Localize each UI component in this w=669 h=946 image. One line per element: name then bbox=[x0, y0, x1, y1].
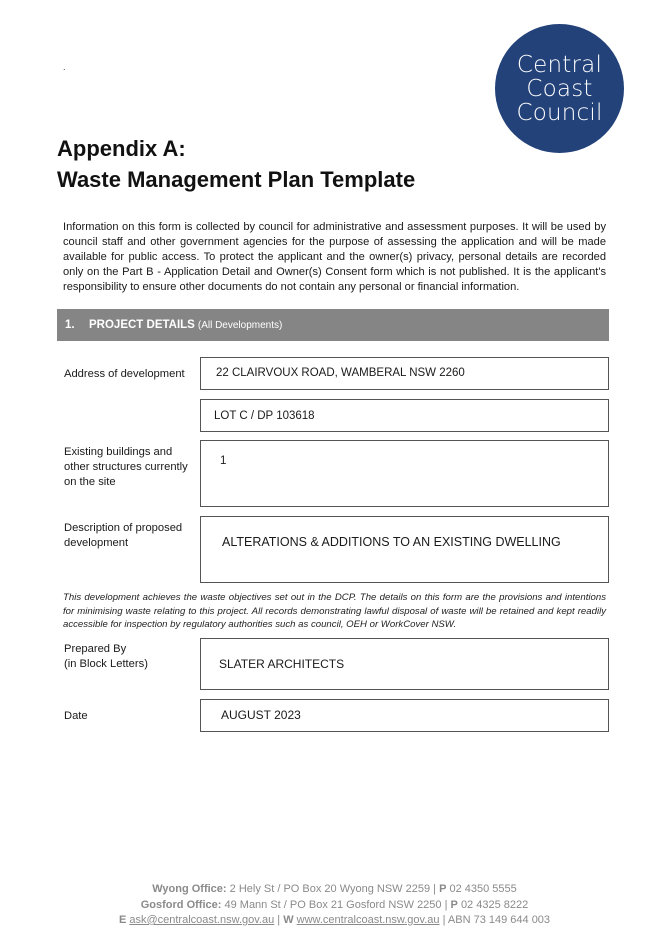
footer-separator: | bbox=[444, 898, 448, 911]
footer-gosford-line bbox=[0, 898, 669, 914]
date-value: AUGUST 2023 bbox=[221, 708, 301, 722]
gosford-phone: 02 4325 8222 bbox=[460, 898, 529, 911]
existing-label-line-1: Existing buildings and bbox=[64, 446, 173, 458]
wyong-phone: 02 4350 5555 bbox=[449, 883, 517, 895]
prepared-by-field[interactable] bbox=[200, 638, 609, 690]
page-title bbox=[57, 133, 415, 195]
existing-structures-field[interactable] bbox=[200, 440, 609, 507]
email-label: E bbox=[118, 914, 127, 926]
date-label: Date bbox=[64, 710, 88, 722]
existing-label-line-2: other structures currently bbox=[64, 461, 188, 473]
footer-separator: | bbox=[277, 914, 281, 926]
web-link[interactable]: www.centralcoast.nsw.gov.au bbox=[296, 914, 440, 926]
logo-line-1: Central bbox=[516, 51, 603, 78]
description-label-line-2: development bbox=[64, 537, 129, 549]
prepared-by-label-line-2: (in Block Letters) bbox=[64, 658, 148, 670]
logo-line-2: Coast bbox=[526, 75, 593, 102]
web-label: W bbox=[283, 914, 294, 926]
lot-value: LOT C / DP 103618 bbox=[214, 410, 315, 422]
gosford-office-address: 49 Mann St / PO Box 21 Gosford NSW 2250 bbox=[224, 898, 442, 911]
section-title: PROJECT DETAILS bbox=[89, 319, 195, 331]
prepared-by-label bbox=[64, 642, 148, 672]
address-value: 22 CLAIRVOUX ROAD, WAMBERAL NSW 2260 bbox=[216, 367, 465, 379]
address-label: Address of development bbox=[64, 368, 185, 380]
footer-separator: | bbox=[433, 883, 436, 895]
description-label-line-1: Description of proposed bbox=[64, 522, 183, 534]
footer-contact-line bbox=[0, 913, 669, 929]
abn-number: ABN 73 149 644 003 bbox=[447, 914, 551, 926]
section-header-project-details bbox=[57, 309, 609, 341]
privacy-notice: Information on this form is collected by council for administrative and assessment purposes. It will be used by council staff and other government agencies for the purpose of assessing the application and will be made available for public access. To protect the applicant and the owner(s) privacy, personal details are recorded only on the Part B - Application Detail and Owner(s) Consent form which is not published. It is the applicant's responsibility to ensure other documents do not contain any personal or financial information. bbox=[63, 221, 606, 293]
existing-structures-label bbox=[64, 445, 188, 490]
lot-field[interactable] bbox=[200, 399, 609, 432]
existing-label-line-3: on the site bbox=[64, 476, 116, 488]
section-number: 1. bbox=[65, 319, 75, 331]
wyong-office-address: 2 Hely St / PO Box 20 Wyong NSW 2259 bbox=[229, 883, 431, 895]
existing-structures-value: 1 bbox=[220, 455, 227, 467]
title-line-1: Appendix A: bbox=[57, 136, 186, 161]
title-line-2: Waste Management Plan Template bbox=[57, 167, 416, 192]
address-field[interactable] bbox=[200, 357, 609, 390]
stray-mark: . bbox=[63, 62, 66, 72]
date-field[interactable] bbox=[200, 699, 609, 732]
description-value: ALTERATIONS & ADDITIONS TO AN EXISTING DWELLING bbox=[222, 535, 561, 549]
gosford-phone-label: P bbox=[450, 898, 458, 911]
gosford-office-label: Gosford Office: bbox=[140, 898, 222, 911]
prepared-by-value: SLATER ARCHITECTS bbox=[219, 657, 345, 671]
email-link[interactable]: ask@centralcoast.nsw.gov.au bbox=[129, 914, 275, 926]
wyong-phone-label: P bbox=[439, 883, 447, 895]
council-logo bbox=[495, 24, 624, 153]
waste-objectives-statement: This development achieves the waste objectives set out in the DCP. The details on this form are the provisions and intentions for minimising waste relating to this project. All records demonstrating lawful disposal of waste will be retained and kept readily accessible for inspection by regulatory authorities such as council, OEH or WorkCover NSW. bbox=[63, 592, 606, 630]
footer-contact bbox=[0, 882, 669, 929]
description-field[interactable] bbox=[200, 516, 609, 583]
logo-line-3: Council bbox=[516, 99, 603, 126]
description-label bbox=[64, 521, 182, 551]
wyong-office-label: Wyong Office: bbox=[152, 883, 227, 895]
footer-wyong-line bbox=[0, 882, 669, 898]
section-subtitle: (All Developments) bbox=[197, 319, 283, 331]
prepared-by-label-line-1: Prepared By bbox=[64, 643, 127, 655]
footer-separator: | bbox=[442, 914, 446, 926]
